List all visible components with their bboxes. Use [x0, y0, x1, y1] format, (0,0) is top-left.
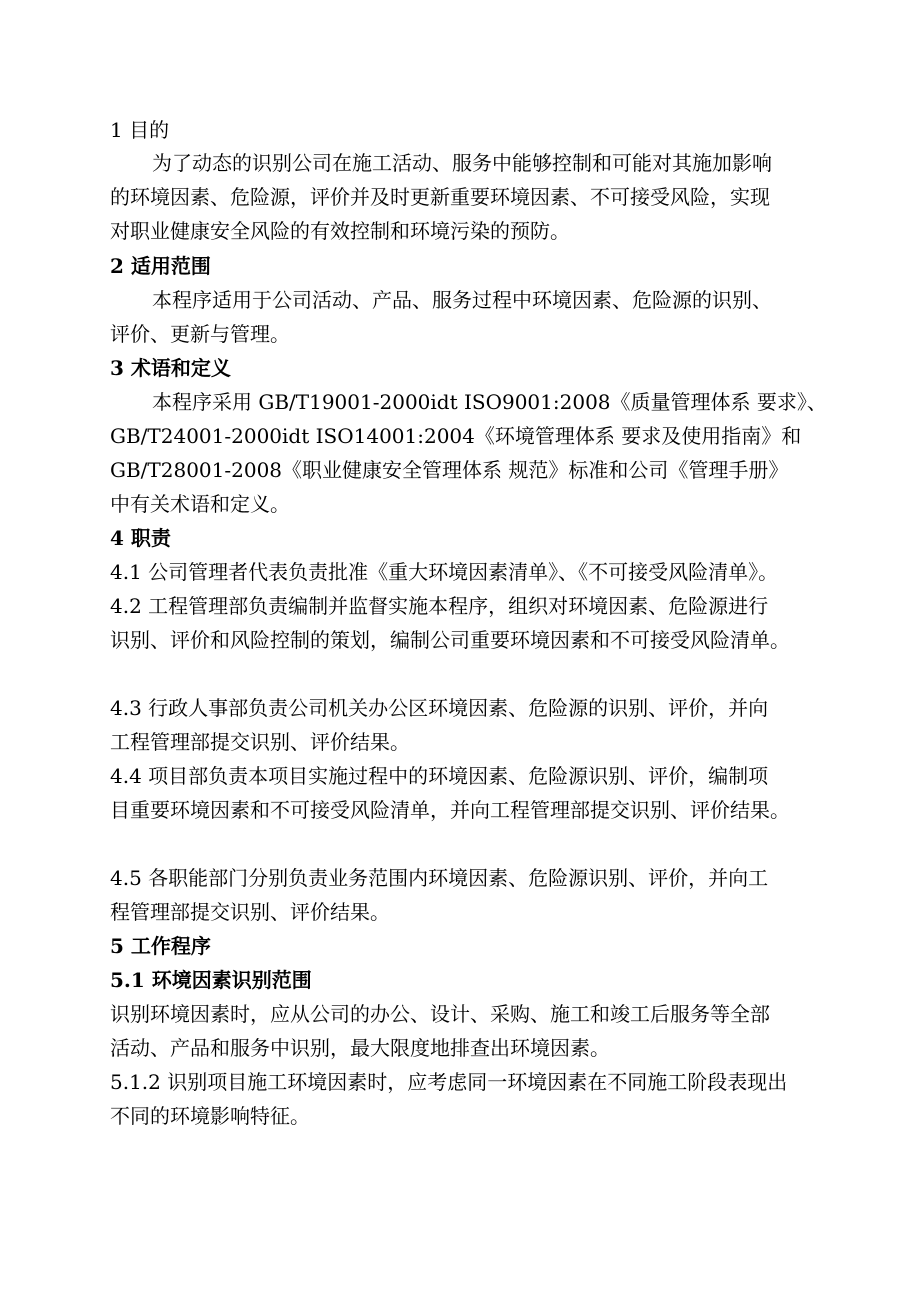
paragraph-line: 为了动态的识别公司在施工活动、服务中能够控制和可能对其施加影响	[152, 151, 772, 175]
paragraph-line: 不同的环境影响特征。	[110, 1104, 310, 1128]
section-heading-scope: 2 适用范围	[110, 254, 211, 278]
subsection-heading-env-scope: 5.1 环境因素识别范围	[110, 968, 312, 992]
section-heading-purpose: 1 目的	[110, 118, 170, 142]
section-heading-terms: 3 术语和定义	[110, 356, 231, 380]
paragraph-line: 程管理部提交识别、评价结果。	[110, 900, 390, 924]
paragraph-line: 4.2 工程管理部负责编制并监督实施本程序，组织对环境因素、危险源进行	[110, 594, 769, 618]
paragraph-line: GB/T24001-2000idt ISO14001:2004《环境管理体系 要求及使用指南》和	[110, 424, 802, 448]
paragraph-line: 识别、评价和风险控制的策划，编制公司重要环境因素和不可接受风险清单。	[110, 628, 790, 652]
paragraph-line: 4.5 各职能部门分别负责业务范围内环境因素、危险源识别、评价，并向工	[110, 866, 769, 890]
paragraph-line: 对职业健康安全风险的有效控制和环境污染的预防。	[110, 219, 570, 243]
paragraph-line: 本程序适用于公司活动、产品、服务过程中环境因素、危险源的识别、	[152, 288, 772, 312]
paragraph-line: 目重要环境因素和不可接受风险清单，并向工程管理部提交识别、评价结果。	[110, 798, 790, 822]
paragraph-line: 评价、更新与管理。	[110, 322, 290, 346]
section-heading-responsibilities: 4 职责	[110, 526, 171, 550]
paragraph-line: 识别环境因素时，应从公司的办公、设计、采购、施工和竣工后服务等全部	[110, 1002, 770, 1026]
section-heading-procedure: 5 工作程序	[110, 934, 211, 958]
paragraph-line: 4.3 行政人事部负责公司机关办公区环境因素、危险源的识别、评价，并向	[110, 696, 769, 720]
paragraph-line: 4.1 公司管理者代表负责批准《重大环境因素清单》、《不可接受风险清单》。	[110, 560, 779, 584]
paragraph-line: 的环境因素、危险源，评价并及时更新重要环境因素、不可接受风险，实现	[110, 185, 770, 209]
paragraph-line: 工程管理部提交识别、评价结果。	[110, 730, 410, 754]
paragraph-line: 5.1.2 识别项目施工环境因素时，应考虑同一环境因素在不同施工阶段表现出	[110, 1070, 788, 1094]
paragraph-line: 中有关术语和定义。	[110, 492, 290, 516]
paragraph-line: GB/T28001-2008《职业健康安全管理体系 规范》标准和公司《管理手册》	[110, 458, 789, 482]
paragraph-line: 活动、产品和服务中识别，最大限度地排查出环境因素。	[110, 1036, 610, 1060]
paragraph-line: 4.4 项目部负责本项目实施过程中的环境因素、危险源识别、评价，编制项	[110, 764, 769, 788]
paragraph-line: 本程序采用 GB/T19001-2000idt ISO9001:2008《质量管理体系 要求》、	[152, 390, 827, 414]
